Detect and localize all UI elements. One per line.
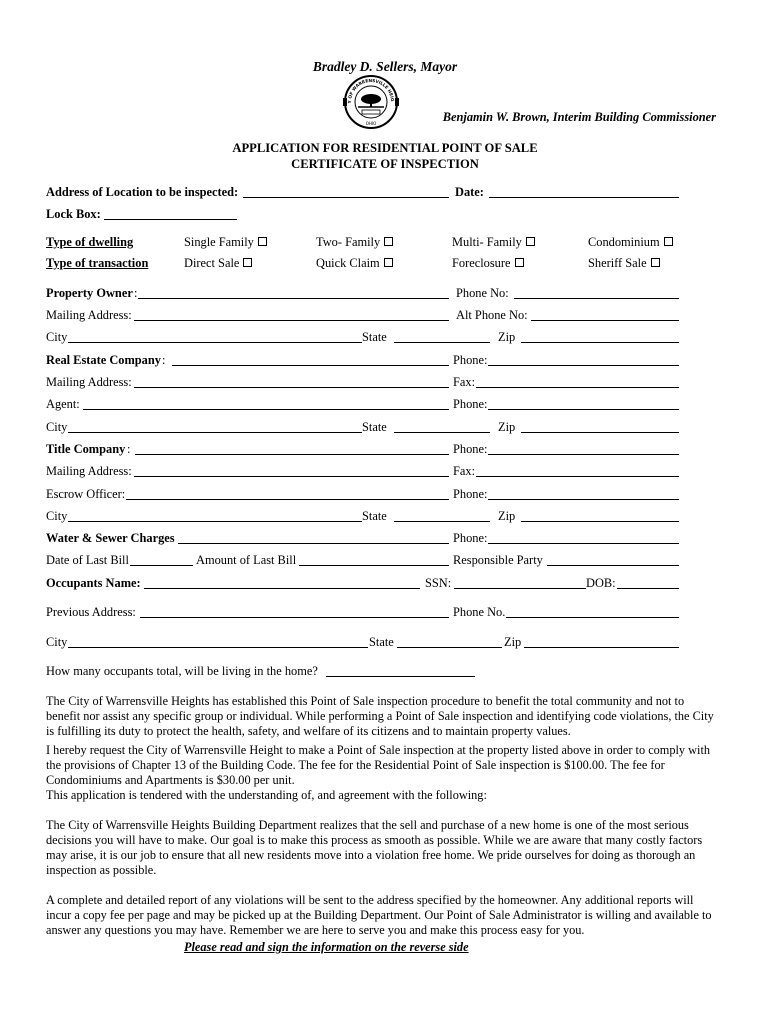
svg-text:CITY OF WARRENSVILLE HEIGHTS: Y OF WARRENSVILLE HEIG: [347, 78, 395, 104]
realestate-field[interactable]: [172, 365, 449, 366]
previous-phone-label: Phone No.: [453, 605, 506, 619]
total-row: [46, 663, 680, 681]
checkbox-icon[interactable]: [384, 258, 393, 267]
water-field[interactable]: [178, 543, 449, 544]
owner-alt-phone-label: Alt Phone No:: [456, 308, 528, 322]
realestate-fax-field[interactable]: [476, 387, 679, 388]
occupants-city-label: City: [46, 635, 68, 649]
titleco-state-field[interactable]: [394, 521, 490, 522]
paragraph-purpose: The City of Warrensville Heights has established this Point of Sale inspection procedure to benefit the total community and not to benefit nor assist any specific group or individual. While performing a Point of Sale inspection and identifying code violations, the City is fulfilling its duty to protect the health, safety, and welfare of its citizens and to maintain property values.: [46, 694, 714, 738]
titleco-city-label: City: [46, 509, 68, 523]
occupants-row: [46, 575, 680, 593]
realestate-state-field[interactable]: [394, 432, 490, 433]
lastbill-field[interactable]: [130, 565, 193, 566]
owner-phone-label: Phone No:: [456, 286, 509, 300]
titleco-zip-field[interactable]: [521, 521, 679, 522]
realestate-zip-label: Zip: [498, 420, 516, 434]
owner-city-row: [46, 329, 680, 347]
checkbox-icon[interactable]: [526, 237, 535, 246]
checkbox-icon[interactable]: [384, 237, 393, 246]
owner-mailing-field[interactable]: [134, 320, 449, 321]
owner-phone-field[interactable]: [514, 298, 679, 299]
titleco-state-label: State: [362, 509, 387, 523]
realestate-row: [46, 352, 680, 370]
dwelling-row: [46, 234, 680, 252]
total-label: How many occupants total, will be living in the home?: [46, 664, 318, 678]
realestate-city-label: City: [46, 420, 68, 434]
date-label: Date:: [455, 185, 484, 199]
realestate-colon: :: [162, 353, 166, 367]
water-phone-label: Phone:: [453, 531, 488, 545]
escrow-phone-field[interactable]: [488, 499, 679, 500]
titleco-mailing-label: Mailing Address:: [46, 464, 132, 478]
transaction-option-quick[interactable]: Quick Claim: [316, 255, 393, 271]
transaction-option-foreclosure[interactable]: Foreclosure: [452, 255, 524, 271]
form-title: [0, 140, 770, 172]
dob-field[interactable]: [617, 588, 679, 589]
realestate-mailing-row: [46, 374, 680, 392]
escrow-label: Escrow Officer:: [46, 487, 126, 501]
responsible-field[interactable]: [547, 565, 679, 566]
transaction-option-sheriff[interactable]: Sheriff Sale: [588, 255, 660, 271]
amount-label: Amount of Last Bill: [196, 553, 297, 567]
paragraph-report: A complete and detailed report of any violations will be sent to the address specified by the homeowner. Any additional reports will incur a copy fee per page and may be picked up at the Building Department. Our Point of Sale Administrator is willing and available to answer any questions you may have. Remember we are here to serve you and make this process easy for you.: [46, 893, 712, 937]
paragraph-request: I hereby request the City of Warrensville Height to make a Point of Sale inspection at the property listed above in order to comply with the provisions of Chapter 13 of the Building Code. The fee for the Residential Point of Sale inspection is $100.00. The fee for Condominiums and Apartments is $30.00 per unit.: [46, 743, 711, 787]
water-row: [46, 530, 680, 548]
agent-row: [46, 396, 680, 414]
amount-field[interactable]: [299, 565, 449, 566]
owner-mailing-label: Mailing Address:: [46, 308, 132, 322]
titleco-city-row: [46, 508, 680, 526]
lastbill-row: [46, 552, 680, 570]
ssn-field[interactable]: [454, 588, 586, 589]
lockbox-label: Lock Box:: [46, 207, 101, 221]
owner-city-field[interactable]: [68, 342, 362, 343]
owner-colon: :: [134, 286, 138, 300]
escrow-field[interactable]: [126, 499, 449, 500]
dob-label: DOB:: [586, 576, 616, 590]
date-field[interactable]: [489, 197, 679, 198]
occupants-city-row: [46, 634, 680, 652]
dwelling-option-multi[interactable]: Multi- Family: [452, 234, 535, 250]
owner-field[interactable]: [138, 298, 449, 299]
realestate-mailing-field[interactable]: [134, 387, 449, 388]
escrow-phone-label: Phone:: [453, 487, 488, 501]
agent-field[interactable]: [83, 409, 449, 410]
form-title-line1: APPLICATION FOR RESIDENTIAL POINT OF SALE: [232, 141, 538, 155]
lastbill-label: Date of Last Bill: [46, 553, 129, 567]
checkbox-icon[interactable]: [515, 258, 524, 267]
titleco-city-field[interactable]: [68, 521, 362, 522]
owner-zip-field[interactable]: [521, 342, 679, 343]
checkbox-icon[interactable]: [651, 258, 660, 267]
titleco-phone-label: Phone:: [453, 442, 488, 456]
titleco-mailing-row: [46, 463, 680, 481]
agent-phone-field[interactable]: [488, 409, 679, 410]
titleco-zip-label: Zip: [498, 509, 516, 523]
owner-label: Property Owner: [46, 286, 133, 300]
owner-state-label: State: [362, 330, 387, 344]
realestate-city-row: [46, 419, 680, 437]
titleco-fax-label: Fax:: [453, 464, 476, 478]
checkbox-icon[interactable]: [258, 237, 267, 246]
dwelling-option-two[interactable]: Two- Family: [316, 234, 393, 250]
realestate-city-field[interactable]: [68, 432, 362, 433]
occupants-city-field[interactable]: [68, 647, 368, 648]
ssn-label: SSN:: [425, 576, 452, 590]
titleco-mailing-field[interactable]: [134, 476, 449, 477]
previous-row: [46, 604, 680, 622]
occupants-zip-label: Zip: [504, 635, 522, 649]
previous-phone-field[interactable]: [506, 617, 679, 618]
owner-zip-label: Zip: [498, 330, 516, 344]
owner-alt-phone-field[interactable]: [531, 320, 679, 321]
address-field[interactable]: [243, 197, 449, 198]
realestate-phone-field[interactable]: [488, 365, 679, 366]
lockbox-row: [46, 206, 680, 224]
titleco-phone-field[interactable]: [488, 454, 679, 455]
water-phone-field[interactable]: [488, 543, 679, 544]
realestate-label: Real Estate Company: [46, 353, 161, 367]
total-field[interactable]: [326, 676, 475, 677]
titleco-label: Title Company: [46, 442, 126, 456]
escrow-row: [46, 486, 680, 504]
realestate-zip-field[interactable]: [521, 432, 679, 433]
owner-city-label: City: [46, 330, 68, 344]
checkbox-icon[interactable]: [243, 258, 252, 267]
owner-state-field[interactable]: [394, 342, 490, 343]
responsible-label: Responsible Party: [453, 553, 543, 567]
commissioner-name: Benjamin W. Brown, Interim Building Commissioner: [442, 110, 716, 124]
dwelling-option-condo[interactable]: Condominium: [588, 234, 673, 250]
occupants-zip-field[interactable]: [524, 647, 679, 648]
paragraph-understanding: This application is tendered with the understanding of, and agreement with the following:: [46, 788, 487, 802]
paragraph-department: The City of Warrensville Heights Building Department realizes that the sell and purchase of a new home is one of the most serious decisions you will have to make. Our goal is to make this process as smooth as possible. While we are aware that many costly factors may arise, it is our job to ensure that all new residents move into a violation free home. We pride ourselves for doing as thorough an inspection as possible.: [46, 818, 703, 877]
address-row: [46, 184, 680, 202]
realestate-fax-label: Fax:: [453, 375, 476, 389]
transaction-row: [46, 255, 680, 273]
occupants-state-field[interactable]: [397, 647, 502, 648]
realestate-mailing-label: Mailing Address:: [46, 375, 132, 389]
occupants-field[interactable]: [144, 588, 420, 589]
occupants-state-label: State: [369, 635, 394, 649]
lockbox-field[interactable]: [104, 219, 237, 220]
previous-label: Previous Address:: [46, 605, 136, 619]
closing-note: Please read and sign the information on the reverse side: [184, 940, 469, 954]
dwelling-option-single[interactable]: Single Family: [184, 234, 267, 250]
titleco-field[interactable]: [135, 454, 449, 455]
realestate-phone-label: Phone:: [453, 353, 488, 367]
form-title-line2: CERTIFICATE OF INSPECTION: [291, 157, 479, 171]
dwelling-label: Type of dwelling: [46, 235, 134, 249]
titleco-fax-field[interactable]: [476, 476, 679, 477]
occupants-label: Occupants Name:: [46, 576, 141, 590]
owner-row: [46, 285, 680, 303]
address-label: Address of Location to be inspected:: [46, 185, 239, 199]
city-seal-icon: [340, 74, 402, 130]
mayor-name: Bradley D. Sellers, Mayor: [312, 59, 458, 74]
checkbox-icon[interactable]: [664, 237, 673, 246]
previous-field[interactable]: [140, 617, 449, 618]
svg-text:OHIO: OHIO: [365, 121, 377, 126]
titleco-colon: :: [127, 442, 131, 456]
water-label: Water & Sewer Charges: [46, 531, 175, 545]
realestate-state-label: State: [362, 420, 387, 434]
agent-label: Agent:: [46, 397, 80, 411]
transaction-option-direct[interactable]: Direct Sale: [184, 255, 252, 271]
agent-phone-label: Phone:: [453, 397, 488, 411]
transaction-label: Type of transaction: [46, 256, 149, 270]
owner-mailing-row: [46, 307, 680, 325]
titleco-row: [46, 441, 680, 459]
